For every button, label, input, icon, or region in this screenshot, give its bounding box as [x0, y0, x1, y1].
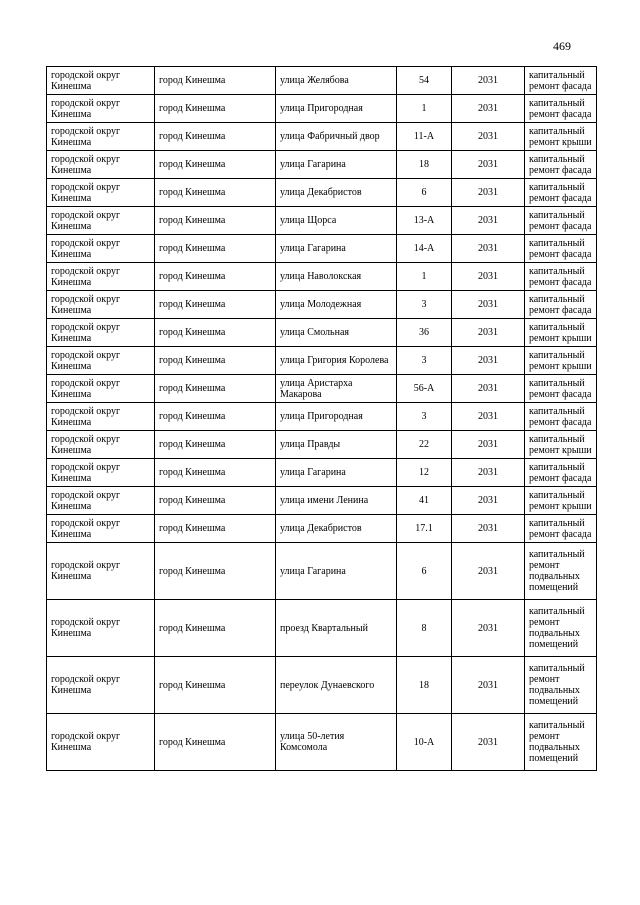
- work-type-cell: капитальный ремонт фасада: [525, 207, 597, 235]
- city-cell: город Кинешма: [155, 207, 276, 235]
- city-cell: город Кинешма: [155, 600, 276, 657]
- year-cell: 2031: [452, 179, 525, 207]
- house-number-cell: 1: [397, 95, 452, 123]
- page-number: 469: [553, 39, 571, 53]
- table-row: [47, 714, 597, 771]
- house-number-cell: 18: [397, 151, 452, 179]
- year-cell: 2031: [452, 600, 525, 657]
- house-number-cell: 6: [397, 179, 452, 207]
- city-cell: город Кинешма: [155, 431, 276, 459]
- district-cell: городской округ Кинешма: [47, 347, 155, 375]
- year-cell: 2031: [452, 431, 525, 459]
- year-cell: 2031: [452, 515, 525, 543]
- city-cell: город Кинешма: [155, 263, 276, 291]
- housing-repair-table: [46, 66, 597, 771]
- table-row: [47, 179, 597, 207]
- city-cell: город Кинешма: [155, 291, 276, 319]
- street-cell: улица Гагарина: [276, 235, 397, 263]
- street-cell: улица Григория Королева: [276, 347, 397, 375]
- year-cell: 2031: [452, 403, 525, 431]
- house-number-cell: 3: [397, 347, 452, 375]
- street-cell: улица Фабричный двор: [276, 123, 397, 151]
- street-cell: улица Пригородная: [276, 95, 397, 123]
- district-cell: городской округ Кинешма: [47, 291, 155, 319]
- year-cell: 2031: [452, 714, 525, 771]
- city-cell: город Кинешма: [155, 151, 276, 179]
- street-cell: улица Гагарина: [276, 543, 397, 600]
- table-row: [47, 207, 597, 235]
- house-number-cell: 41: [397, 487, 452, 515]
- house-number-cell: 3: [397, 403, 452, 431]
- street-cell: улица Пригородная: [276, 403, 397, 431]
- district-cell: городской округ Кинешма: [47, 95, 155, 123]
- house-number-cell: 56-А: [397, 375, 452, 403]
- district-cell: городской округ Кинешма: [47, 179, 155, 207]
- district-cell: городской округ Кинешма: [47, 67, 155, 95]
- city-cell: город Кинешма: [155, 95, 276, 123]
- district-cell: городской округ Кинешма: [47, 263, 155, 291]
- work-type-cell: капитальный ремонт фасада: [525, 459, 597, 487]
- city-cell: город Кинешма: [155, 714, 276, 771]
- street-cell: переулок Дунаевского: [276, 657, 397, 714]
- city-cell: город Кинешма: [155, 123, 276, 151]
- street-cell: улица Гагарина: [276, 459, 397, 487]
- year-cell: 2031: [452, 375, 525, 403]
- street-cell: улица Декабристов: [276, 515, 397, 543]
- table-row: [47, 431, 597, 459]
- city-cell: город Кинешма: [155, 347, 276, 375]
- year-cell: 2031: [452, 67, 525, 95]
- table-row: [47, 600, 597, 657]
- district-cell: городской округ Кинешма: [47, 487, 155, 515]
- district-cell: городской округ Кинешма: [47, 600, 155, 657]
- work-type-cell: капитальный ремонт крыши: [525, 319, 597, 347]
- street-cell: улица Правды: [276, 431, 397, 459]
- house-number-cell: 17.1: [397, 515, 452, 543]
- table-row: [47, 291, 597, 319]
- district-cell: городской округ Кинешма: [47, 657, 155, 714]
- table-row: [47, 235, 597, 263]
- district-cell: городской округ Кинешма: [47, 403, 155, 431]
- street-cell: улица Смольная: [276, 319, 397, 347]
- house-number-cell: 11-А: [397, 123, 452, 151]
- city-cell: город Кинешма: [155, 403, 276, 431]
- street-cell: улица Щорса: [276, 207, 397, 235]
- district-cell: городской округ Кинешма: [47, 543, 155, 600]
- district-cell: городской округ Кинешма: [47, 431, 155, 459]
- house-number-cell: 10-А: [397, 714, 452, 771]
- city-cell: город Кинешма: [155, 657, 276, 714]
- work-type-cell: капитальный ремонт крыши: [525, 431, 597, 459]
- table-row: [47, 319, 597, 347]
- work-type-cell: капитальный ремонт фасада: [525, 151, 597, 179]
- year-cell: 2031: [452, 543, 525, 600]
- street-cell: улица имени Ленина: [276, 487, 397, 515]
- work-type-cell: капитальный ремонт крыши: [525, 123, 597, 151]
- street-cell: проезд Квартальный: [276, 600, 397, 657]
- district-cell: городской округ Кинешма: [47, 714, 155, 771]
- city-cell: город Кинешма: [155, 179, 276, 207]
- table-row: [47, 347, 597, 375]
- year-cell: 2031: [452, 123, 525, 151]
- work-type-cell: капитальный ремонт подвальных помещений: [525, 714, 597, 771]
- city-cell: город Кинешма: [155, 487, 276, 515]
- table-row: [47, 263, 597, 291]
- house-number-cell: 3: [397, 291, 452, 319]
- table-row: [47, 375, 597, 403]
- house-number-cell: 36: [397, 319, 452, 347]
- district-cell: городской округ Кинешма: [47, 207, 155, 235]
- street-cell: улица Декабристов: [276, 179, 397, 207]
- year-cell: 2031: [452, 657, 525, 714]
- year-cell: 2031: [452, 459, 525, 487]
- district-cell: городской округ Кинешма: [47, 319, 155, 347]
- street-cell: улица Молодежная: [276, 291, 397, 319]
- work-type-cell: капитальный ремонт крыши: [525, 487, 597, 515]
- city-cell: город Кинешма: [155, 319, 276, 347]
- year-cell: 2031: [452, 151, 525, 179]
- work-type-cell: капитальный ремонт фасада: [525, 375, 597, 403]
- house-number-cell: 22: [397, 431, 452, 459]
- year-cell: 2031: [452, 319, 525, 347]
- table-row: [47, 95, 597, 123]
- city-cell: город Кинешма: [155, 515, 276, 543]
- house-number-cell: 6: [397, 543, 452, 600]
- house-number-cell: 18: [397, 657, 452, 714]
- work-type-cell: капитальный ремонт фасада: [525, 67, 597, 95]
- district-cell: городской округ Кинешма: [47, 375, 155, 403]
- table-row: [47, 123, 597, 151]
- district-cell: городской округ Кинешма: [47, 515, 155, 543]
- year-cell: 2031: [452, 291, 525, 319]
- work-type-cell: капитальный ремонт подвальных помещений: [525, 600, 597, 657]
- district-cell: городской округ Кинешма: [47, 123, 155, 151]
- table-row: [47, 67, 597, 95]
- year-cell: 2031: [452, 207, 525, 235]
- work-type-cell: капитальный ремонт фасада: [525, 235, 597, 263]
- work-type-cell: капитальный ремонт фасада: [525, 291, 597, 319]
- table-row: [47, 459, 597, 487]
- year-cell: 2031: [452, 235, 525, 263]
- house-number-cell: 13-А: [397, 207, 452, 235]
- street-cell: улица Аристарха Макарова: [276, 375, 397, 403]
- street-cell: улица 50-летия Комсомола: [276, 714, 397, 771]
- city-cell: город Кинешма: [155, 375, 276, 403]
- house-number-cell: 54: [397, 67, 452, 95]
- work-type-cell: капитальный ремонт фасада: [525, 179, 597, 207]
- work-type-cell: капитальный ремонт фасада: [525, 515, 597, 543]
- house-number-cell: 1: [397, 263, 452, 291]
- work-type-cell: капитальный ремонт крыши: [525, 347, 597, 375]
- house-number-cell: 8: [397, 600, 452, 657]
- table-row: [47, 543, 597, 600]
- street-cell: улица Гагарина: [276, 151, 397, 179]
- table-row: [47, 403, 597, 431]
- year-cell: 2031: [452, 95, 525, 123]
- street-cell: улица Желябова: [276, 67, 397, 95]
- district-cell: городской округ Кинешма: [47, 459, 155, 487]
- work-type-cell: капитальный ремонт подвальных помещений: [525, 543, 597, 600]
- table-row: [47, 657, 597, 714]
- table-row: [47, 515, 597, 543]
- work-type-cell: капитальный ремонт фасада: [525, 263, 597, 291]
- district-cell: городской округ Кинешма: [47, 235, 155, 263]
- year-cell: 2031: [452, 263, 525, 291]
- table-row: [47, 487, 597, 515]
- house-number-cell: 12: [397, 459, 452, 487]
- city-cell: город Кинешма: [155, 67, 276, 95]
- year-cell: 2031: [452, 487, 525, 515]
- year-cell: 2031: [452, 347, 525, 375]
- city-cell: город Кинешма: [155, 235, 276, 263]
- street-cell: улица Наволокская: [276, 263, 397, 291]
- work-type-cell: капитальный ремонт фасада: [525, 95, 597, 123]
- house-number-cell: 14-А: [397, 235, 452, 263]
- city-cell: город Кинешма: [155, 459, 276, 487]
- work-type-cell: капитальный ремонт фасада: [525, 403, 597, 431]
- city-cell: город Кинешма: [155, 543, 276, 600]
- work-type-cell: капитальный ремонт подвальных помещений: [525, 657, 597, 714]
- table-row: [47, 151, 597, 179]
- district-cell: городской округ Кинешма: [47, 151, 155, 179]
